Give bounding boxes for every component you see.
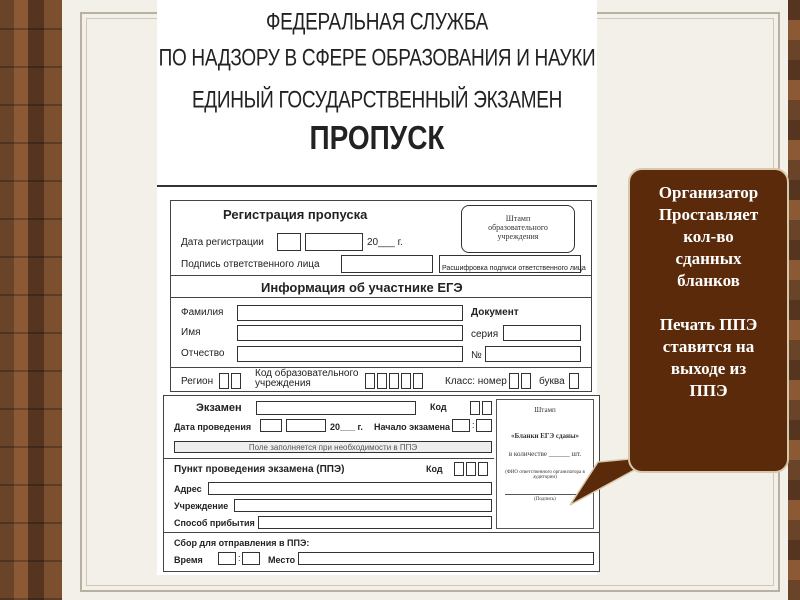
registration-title: Регистрация пропуска <box>223 207 368 222</box>
ppe-note-bar: Поле заполняется при необходимости в ППЭ <box>174 441 492 453</box>
address-label: Адрес <box>174 484 202 494</box>
ppe-title: Пункт проведения экзамена (ППЭ) <box>174 464 345 475</box>
gather-time-label: Время <box>174 555 203 565</box>
registration-year-label: 20___ г. <box>367 237 403 248</box>
header-line-3: ЕДИНЫЙ ГОСУДАРСТВЕННЫЙ ЭКЗАМЕН <box>191 87 563 114</box>
stamp-quantity-text: в количестве ______ шт. <box>508 450 582 458</box>
document-title: ПРОПУСК <box>309 118 445 156</box>
stamp-responsible-text: (ФИО ответственного организатора в аудитории) <box>505 470 585 480</box>
document-label: Документ <box>471 307 519 318</box>
callout-line: бланков <box>677 271 740 290</box>
region-label: Регион <box>181 376 214 387</box>
header-line-1: ФЕДЕРАЛЬНАЯ СЛУЖБА <box>266 9 488 36</box>
surname-label: Фамилия <box>181 307 224 318</box>
series-label: серия <box>471 329 499 340</box>
patronymic-label: Отчество <box>181 348 225 359</box>
institution-label: Учреждение <box>174 501 229 511</box>
letter-label: буква <box>539 376 565 387</box>
signature-label: Подпись ответственного лица <box>181 259 320 270</box>
time-separator: : <box>472 420 475 430</box>
number-label: № <box>471 350 482 361</box>
header-line-2: ПО НАДЗОРУ В СФЕРЕ ОБРАЗОВАНИЯ И НАУКИ <box>158 45 596 72</box>
callout-line: Печать ППЭ <box>659 315 758 334</box>
exam-date-label: Дата проведения <box>174 422 252 432</box>
gather-title: Сбор для отправления в ППЭ: <box>174 538 310 548</box>
arrival-label: Способ прибытия <box>174 518 255 528</box>
exam-start-label: Начало экзамена <box>374 422 451 432</box>
participant-title: Информация об участнике ЕГЭ <box>261 280 463 295</box>
registration-date-label: Дата регистрации <box>181 237 264 248</box>
time-separator: : <box>238 553 241 563</box>
signature-decode-box: Расшифровка подписи ответственного лица <box>439 255 581 273</box>
name-label: Имя <box>181 327 201 338</box>
callout-line: Проставляет <box>658 205 759 224</box>
callout-line: ППЭ <box>689 381 728 400</box>
ppe-code-label: Код <box>426 464 443 474</box>
stamp-blanks-text: «Бланки ЕГЭ сданы» <box>510 432 580 440</box>
class-number-label: Класс: номер <box>445 376 507 387</box>
exam-year-label: 20___ г. <box>330 422 363 432</box>
institution-stamp-box: Штамп образовательного учреждения <box>461 205 575 253</box>
callout-line: выходе из <box>670 359 747 378</box>
organizer-callout <box>628 168 789 473</box>
school-code-label: Код образовательного учреждения <box>255 368 359 389</box>
exam-code-label: Код <box>430 402 447 412</box>
callout-line: кол-во <box>683 227 734 246</box>
callout-line: сданных <box>675 249 742 268</box>
gather-place-label: Место <box>268 555 296 565</box>
stamp-heading: Штамп <box>534 406 556 414</box>
stamp-signature-text: (Подпись) <box>505 494 585 502</box>
callout-line: ставится на <box>662 337 755 356</box>
exam-label: Экзамен <box>196 402 242 414</box>
callout-line: Организатор <box>658 183 759 202</box>
